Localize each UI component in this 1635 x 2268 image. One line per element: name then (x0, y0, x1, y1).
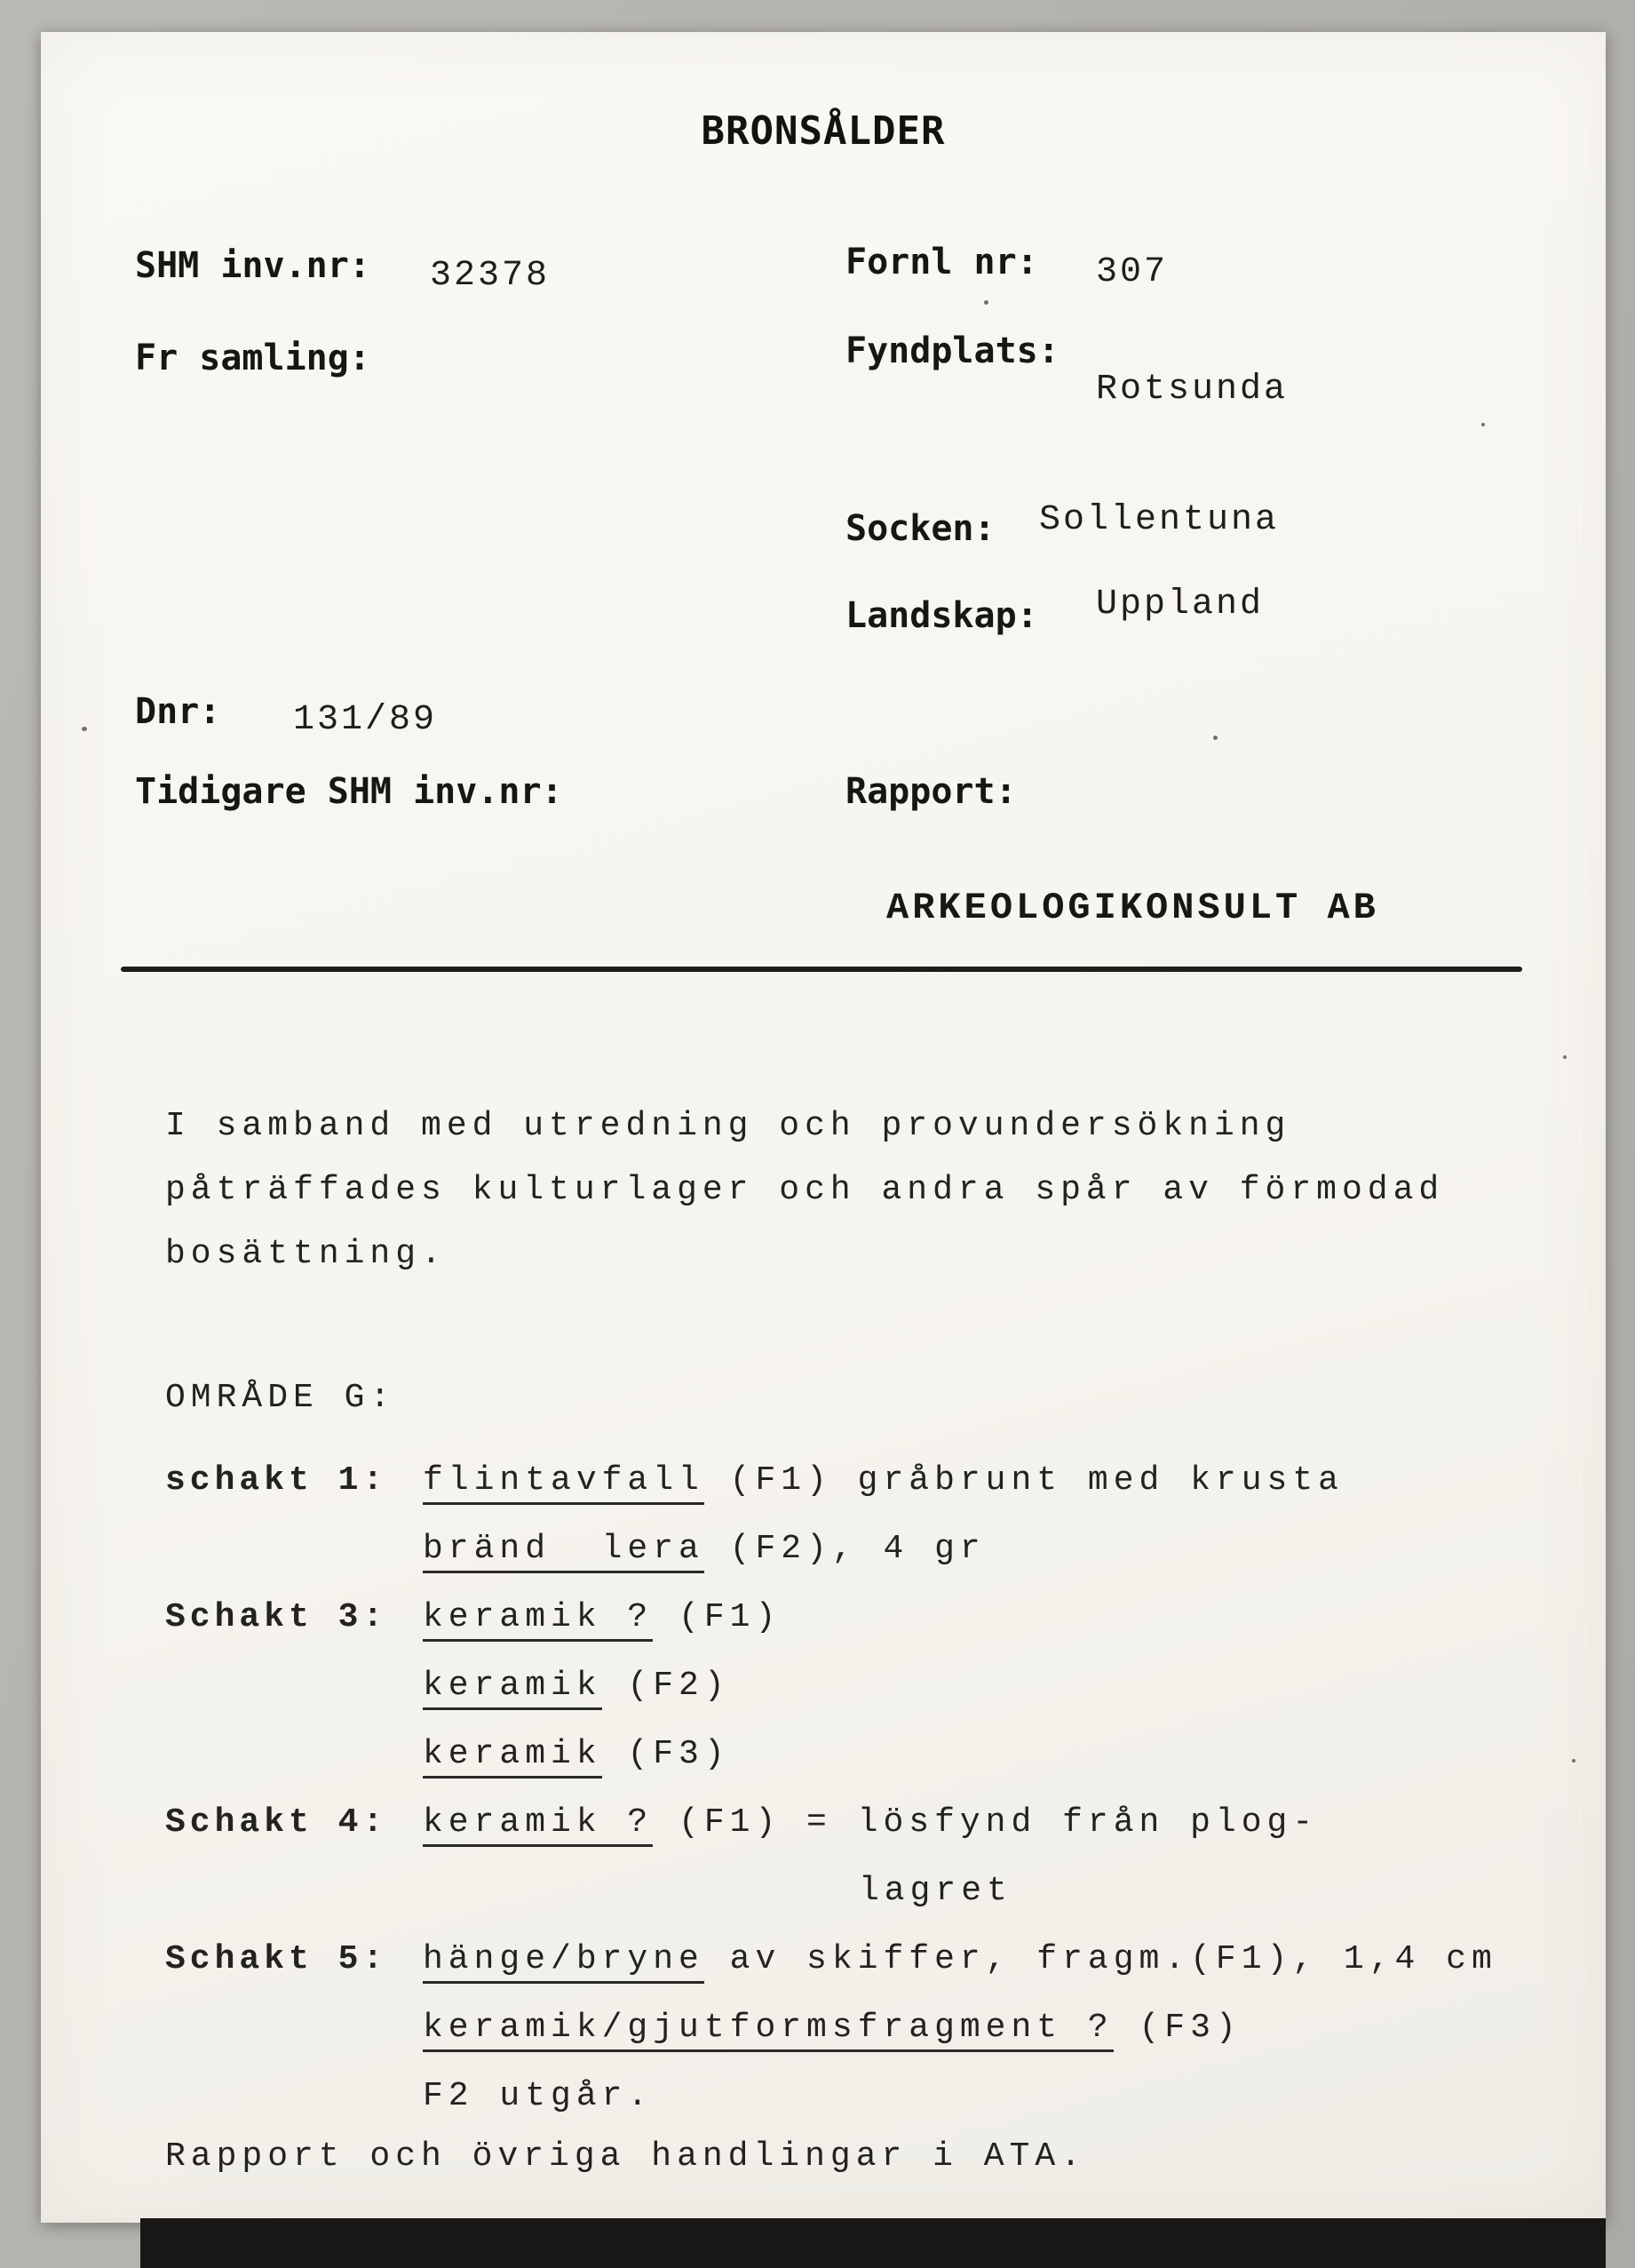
find-row (165, 1446, 1568, 1515)
find-text (423, 1446, 1344, 1515)
scan-speck (1213, 736, 1218, 740)
intro-line-2: påträffades kulturlager och andra spår av förmodad (165, 1171, 1445, 1209)
find-text (423, 1788, 1318, 1857)
find-row (165, 1993, 1568, 2062)
find-label (165, 1651, 423, 1720)
find-label (165, 1515, 423, 1583)
area-heading: OMRÅDE G: (165, 1379, 396, 1417)
find-text (423, 1515, 986, 1583)
find-rest: (F2) (601, 1667, 730, 1705)
find-label: Schakt 4: (165, 1803, 388, 1842)
find-rest: (F1) (653, 1598, 782, 1636)
find-row (165, 1515, 1568, 1583)
find-row (165, 1788, 1568, 1857)
scan-dark-edge (140, 2218, 1606, 2268)
intro-line-3: bosättning. (165, 1235, 447, 1273)
find-rest: (F2), 4 gr (703, 1530, 986, 1568)
find-rest: lagret (859, 1872, 1012, 1910)
horizontal-rule (121, 967, 1522, 972)
scan-speck (1572, 1759, 1575, 1763)
fornl-value: 307 (1096, 252, 1169, 292)
rapport-label: Rapport: (845, 771, 1017, 812)
socken-value: Sollentuna (1039, 500, 1280, 540)
landskap-label: Landskap: (845, 595, 1038, 636)
find-rest: (F1) gråbrunt med krusta (703, 1461, 1344, 1500)
find-term-underlined: flintavfall (423, 1461, 704, 1505)
tidigare-label: Tidigare SHM inv.nr: (135, 771, 563, 812)
find-term-underlined: keramik ? (423, 1803, 653, 1847)
find-label (165, 1993, 423, 2062)
find-text (423, 1857, 1012, 1925)
typed-body (165, 1094, 1568, 2189)
find-rest: (F3) (601, 1735, 730, 1773)
socken-label: Socken: (845, 508, 996, 549)
find-row (165, 1720, 1568, 1788)
find-row (165, 1857, 1568, 1925)
find-term-underlined: keramik (423, 1667, 602, 1710)
find-text (423, 1993, 1242, 2062)
shm-inv-label: SHM inv.nr: (135, 245, 370, 286)
find-rest: (F3) (1113, 2009, 1242, 2047)
finds-list (165, 1446, 1568, 2130)
find-label (165, 2062, 423, 2130)
shm-inv-value: 32378 (430, 256, 551, 296)
find-row (165, 1583, 1568, 1651)
scan-speck (82, 727, 87, 731)
dnr-label: Dnr: (135, 691, 221, 732)
find-row (165, 1651, 1568, 1720)
fyndplats-label: Fyndplats: (845, 330, 1060, 371)
find-text (423, 1720, 730, 1788)
fornl-label: Fornl nr: (845, 242, 1038, 283)
intro-line-1: I samband med utredning och provundersökning (165, 1107, 1291, 1145)
find-rest: av skiffer, fragm.(F1), 1,4 cm (703, 1940, 1497, 1978)
find-text (423, 2062, 653, 2130)
scan-speck (1563, 1055, 1567, 1059)
footer-note: Rapport och övriga handlingar i ATA. (165, 2137, 1086, 2176)
find-row (165, 1925, 1568, 1993)
fr-samling-label: Fr samling: (135, 338, 370, 378)
find-text (423, 1925, 1497, 1993)
fyndplats-value: Rotsunda (1096, 370, 1289, 410)
find-text (423, 1651, 730, 1720)
find-row (165, 2062, 1568, 2130)
find-term-underlined: keramik (423, 1735, 602, 1779)
find-rest: (F1) = lösfynd från plog- (653, 1803, 1319, 1842)
landskap-value: Uppland (1096, 585, 1265, 625)
find-label (165, 1720, 423, 1788)
find-text (423, 1583, 781, 1651)
find-term-underlined: keramik ? (423, 1598, 653, 1642)
document-card (41, 32, 1606, 2223)
find-label: Schakt 3: (165, 1598, 388, 1636)
find-label (165, 1857, 423, 1925)
document-title: BRONSÅLDER (701, 108, 946, 154)
find-term-underlined: bränd lera (423, 1530, 704, 1573)
find-rest: F2 utgår. (423, 2077, 654, 2115)
scan-speck (1481, 423, 1485, 426)
find-label: Schakt 5: (165, 1940, 388, 1978)
dnr-value: 131/89 (293, 700, 438, 740)
company-name: ARKEOLOGIKONSULT AB (886, 887, 1379, 929)
find-label: schakt 1: (165, 1461, 388, 1500)
scan-speck (984, 300, 988, 305)
find-term-underlined: keramik/gjutformsfragment ? (423, 2009, 1114, 2052)
find-term-underlined: hänge/bryne (423, 1940, 704, 1984)
